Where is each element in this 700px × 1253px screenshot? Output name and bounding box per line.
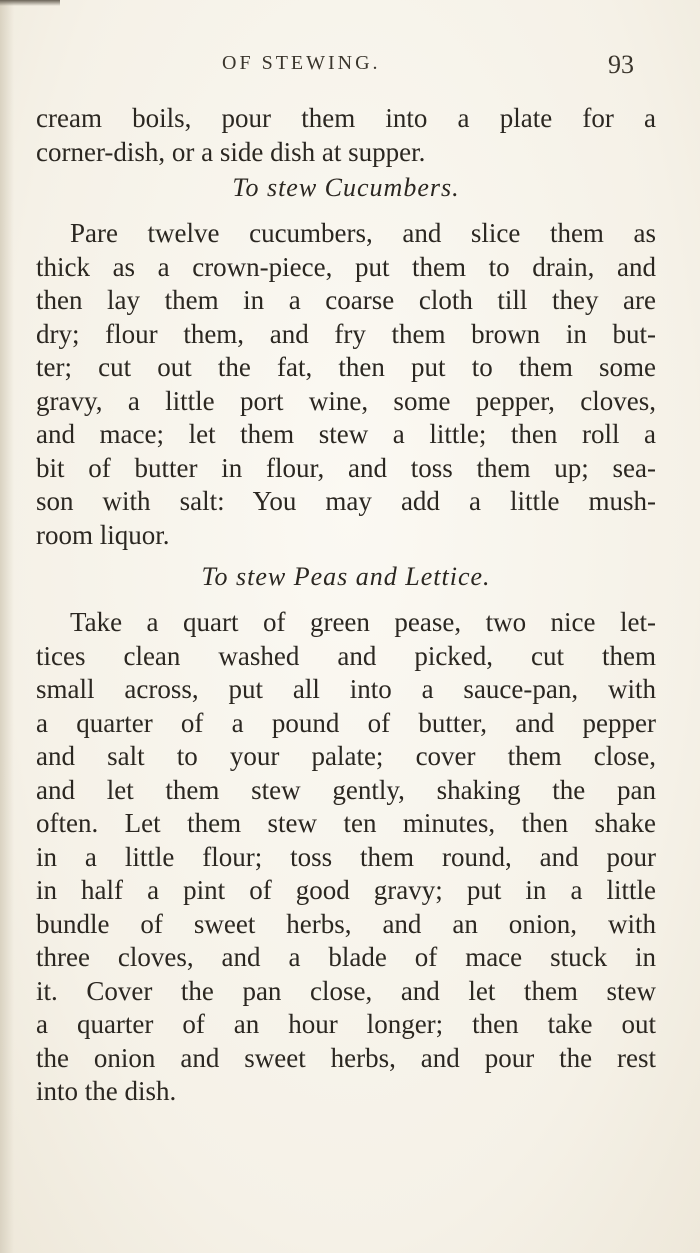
text-line: dry; flour them, and fry them brown in but- [36, 318, 656, 349]
text-line: often. Let them stew ten minutes, then shake [36, 808, 656, 838]
recipe-heading-peas-lettice: To stew Peas and Lettice. [201, 562, 491, 591]
text-line: Pare twelve cucumbers, and slice them as [70, 218, 656, 248]
text-line: and let them stew gently, shaking the pan [36, 774, 656, 805]
recipe-heading-cucumbers: To stew Cucumbers. [232, 173, 460, 202]
page-corner-mark [0, 0, 60, 6]
text-line: a quarter of an hour longer; then take out [36, 1009, 656, 1039]
text-line: into the dish. [36, 1076, 177, 1106]
text-line: room liquor. [36, 519, 170, 550]
page-number: 93 [608, 50, 634, 79]
text-line: a quarter of a pound of butter, and pepper [36, 707, 656, 738]
text-line: ter; cut out the fat, then put to them some [36, 352, 656, 382]
text-line: corner-dish, or a side dish at supper. [36, 136, 426, 167]
text-line: in a little flour; toss them round, and pour [36, 841, 656, 872]
text-line: small across, put all into a sauce-pan, with [36, 674, 656, 704]
text-line: thick as a crown-piece, put them to drain, and [36, 251, 656, 282]
text-line: then lay them in a coarse cloth till they are [36, 285, 656, 315]
running-head-title: OF STEWING. [222, 52, 381, 74]
spacer [36, 596, 656, 606]
text-line: tices clean washed and picked, cut them [36, 640, 656, 671]
text-line: bundle of sweet herbs, and an onion, with [36, 908, 656, 939]
text-line: Take a quart of green pease, two nice let- [70, 607, 656, 637]
text-line: it. Cover the pan close, and let them stew [36, 975, 656, 1006]
text-line: and mace; let them stew a little; then roll a [36, 419, 656, 449]
text-line: cream boils, pour them into a plate for a [36, 103, 656, 133]
text-line: gravy, a little port wine, some pepper, cloves, [36, 385, 656, 416]
page-text [36, 102, 656, 1109]
running-head [0, 50, 700, 86]
text-line: and salt to your palate; cover them close, [36, 741, 656, 771]
text-line: the onion and sweet herbs, and pour the rest [36, 1042, 656, 1073]
text-line: three cloves, and a blade of mace stuck in [36, 942, 656, 972]
text-line: bit of butter in flour, and toss them up; sea- [36, 452, 656, 483]
spacer [36, 207, 656, 217]
text-line: son with salt: You may add a little mush- [36, 486, 656, 516]
page-gutter-shadow [0, 0, 14, 1253]
text-line: in half a pint of good gravy; put in a little [36, 875, 656, 905]
